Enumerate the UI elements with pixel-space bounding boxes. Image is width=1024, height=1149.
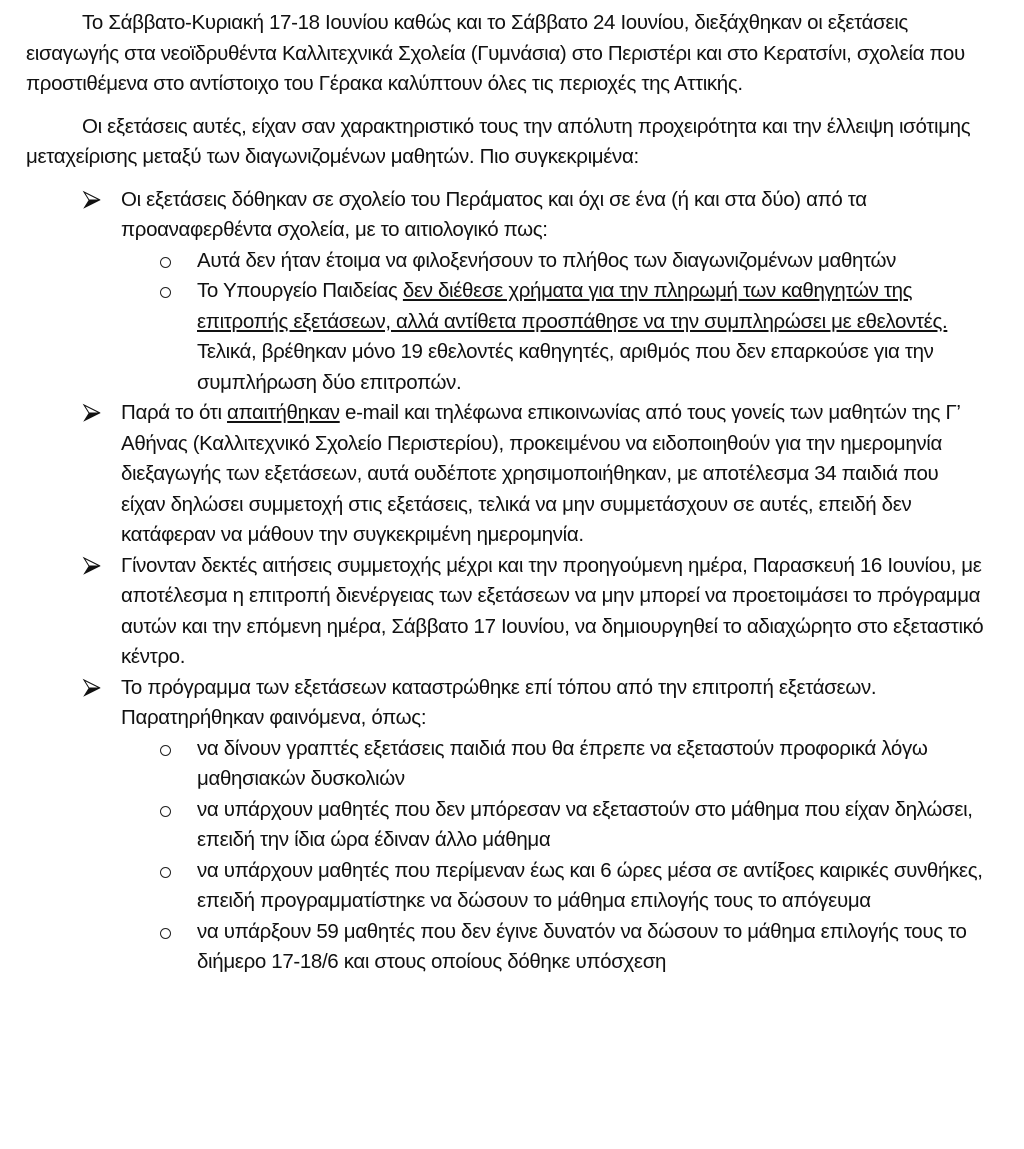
sub-list-item-text: να υπάρχουν μαθητές που δεν μπόρεσαν να εξεταστούν στο μάθημα που είχαν δηλώσει, επειδή την ίδια ώρα έδιναν άλλο μάθημα bbox=[197, 797, 973, 851]
issues-list bbox=[26, 185, 986, 978]
list-item-text: Το πρόγραμμα των εξετάσεων καταστρώθηκε επί τόπου από την επιτροπή εξετάσεων. Παρατηρήθηκαν φαινόμενα, όπως: bbox=[121, 675, 877, 729]
hollow-circle-bullet-icon bbox=[160, 257, 171, 268]
underlined-text: δεν διέθεσε χρήματα για την πληρωμή των καθηγητών της επιτροπής εξετάσεων, αλλά αντίθετα προσπάθησε να την συμπληρώσει με εθελοντές. bbox=[197, 279, 948, 333]
sub-list-item bbox=[26, 917, 986, 978]
list-item bbox=[26, 551, 986, 673]
arrowhead-bullet-icon bbox=[82, 678, 102, 698]
sub-list-item bbox=[26, 856, 986, 917]
sub-list-item-text: Το Υπουργείο Παιδείας bbox=[197, 279, 403, 302]
sub-list-item bbox=[26, 734, 986, 795]
hollow-circle-bullet-icon bbox=[160, 287, 171, 298]
list-item-text: e-mail και τηλέφωνα επικοινωνίας από τους γονείς των μαθητών της Γ’ Αθήνας (Καλλιτεχνικό Σχολείο Περιστερίου), προκειμένου να ειδοποιηθούν για την ημερομηνία διεξαγωγής των εξετάσεων, αυτά ουδέποτε χρησιμοποιήθηκαν, με αποτέλεσμα 34 παιδιά που είχαν δηλώσει συμμετοχή στις εξετάσεις, τελικά να μην συμμετάσχουν σε αυτές, επειδή δεν κατάφεραν να μάθουν την συγκεκριμένη ημερομηνία. bbox=[121, 401, 960, 546]
sub-list-item bbox=[26, 795, 986, 856]
underlined-text: απαιτήθηκαν bbox=[227, 401, 340, 424]
list-item-text: Παρά το ότι bbox=[121, 401, 228, 424]
sub-list-item-text: να υπάρχουν μαθητές που περίμεναν έως και 6 ώρες μέσα σε αντίξοες καιρικές συνθήκες, επειδή προγραμματίστηκε να δώσουν το μάθημα επιλογής τους το απόγευμα bbox=[197, 858, 983, 912]
hollow-circle-bullet-icon bbox=[160, 867, 171, 878]
list-item bbox=[26, 673, 986, 978]
sub-list-item-text: Τελικά, βρέθηκαν μόνο 19 εθελοντές καθηγητές, αριθμός που δεν επαρκούσε για την συμπλήρωση δύο επιτροπών. bbox=[197, 340, 934, 394]
hollow-circle-bullet-icon bbox=[160, 928, 171, 939]
hollow-circle-bullet-icon bbox=[160, 806, 171, 817]
intro-paragraph: Το Σάββατο-Κυριακή 17-18 Ιουνίου καθώς και το Σάββατο 24 Ιουνίου, διεξάχθηκαν οι εξετάσεις εισαγωγής στα νεοϊδρυθέντα Καλλιτεχνικά Σχολεία (Γυμνάσια) στο Περιστέρι και στο Κερατσίνι, σχολεία που προστιθέμενα στο αντίστοιχο του Γέρακα καλύπτουν όλες τις περιοχές της Αττικής. bbox=[26, 11, 965, 95]
arrowhead-bullet-icon bbox=[82, 556, 102, 576]
sub-list bbox=[121, 734, 986, 978]
sub-list bbox=[121, 246, 986, 399]
sub-list-item bbox=[26, 276, 986, 398]
arrowhead-bullet-icon bbox=[82, 403, 102, 423]
sub-list-item-text: Αυτά δεν ήταν έτοιμα να φιλοξενήσουν το πλήθος των διαγωνιζομένων μαθητών bbox=[197, 248, 897, 272]
list-item bbox=[26, 185, 986, 399]
sub-list-item-text: να δίνουν γραπτές εξετάσεις παιδιά που θα έπρεπε να εξεταστούν προφορικά λόγω μαθησιακών δυσκολιών bbox=[197, 736, 928, 790]
list-item-text: Γίνονταν δεκτές αιτήσεις συμμετοχής μέχρι και την προηγούμενη ημέρα, Παρασκευή 16 Ιουνίου, με αποτέλεσμα η επιτροπή διενέργειας των εξετάσεων να μην μπορεί να προετοιμάσει το πρόγραμμα αυτών και την επόμενη ημέρα, Σάββατο 17 Ιουνίου, να δημιουργηθεί το αδιαχώρητο στο εξεταστικό κέντρο. bbox=[121, 553, 984, 668]
list-item-text: Οι εξετάσεις δόθηκαν σε σχολείο του Περάματος και όχι σε ένα (ή και στα δύο) από τα προαναφερθέντα σχολεία, με το αιτιολογικό πως: bbox=[121, 187, 867, 241]
sub-list-item bbox=[26, 246, 986, 277]
summary-paragraph: Οι εξετάσεις αυτές, είχαν σαν χαρακτηριστικό τους την απόλυτη προχειρότητα και την έλλειψη ισότιμης μεταχείρισης μεταξύ των διαγωνιζομένων μαθητών. Πιο συγκεκριμένα: bbox=[26, 114, 971, 168]
sub-list-item-text: να υπάρξουν 59 μαθητές που δεν έγινε δυνατόν να δώσουν το μάθημα επιλογής τους το διήμερο 17-18/6 και στους οποίους δόθηκε υπόσχεση bbox=[197, 919, 967, 973]
arrowhead-bullet-icon bbox=[82, 190, 102, 210]
list-item bbox=[26, 398, 986, 551]
hollow-circle-bullet-icon bbox=[160, 745, 171, 756]
